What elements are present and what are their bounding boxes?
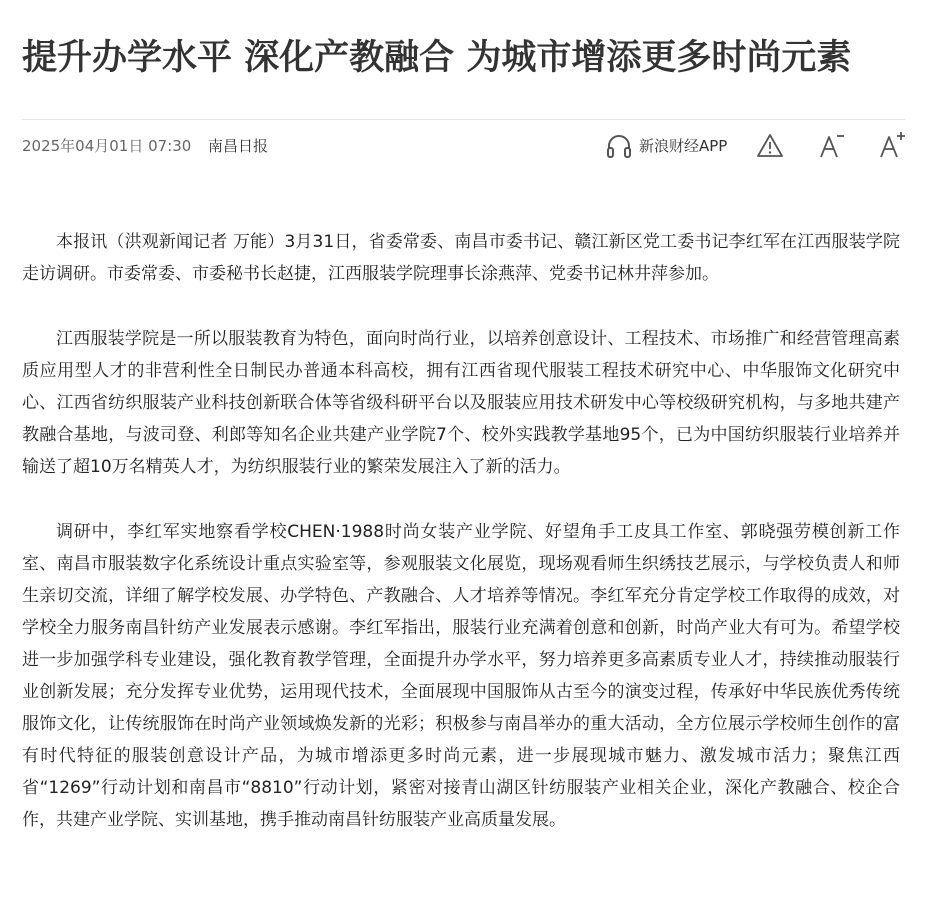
article-title: 提升办学水平 深化产教融合 为城市增添更多时尚元素 bbox=[22, 38, 852, 78]
article-body bbox=[22, 226, 900, 869]
publish-date: 2025年04月01日 07:30 bbox=[22, 137, 192, 155]
font-decrease-icon bbox=[819, 131, 847, 161]
paragraph: 江西服装学院是一所以服装教育为特色，面向时尚行业，以培养创意设计、工程技术、市场推广和经营管理高素质应用型人才的非营利性全日制民办普通本科高校，拥有江西省现代服装工程技术研究中心、中华服饰文化研究中心、江西省纺织服装产业科技创新联合体等省级科研平台以及服装应用技术研发中心等校级研究机构，与多地共建产教融合基地，与波司登、利郎等知名企业共建产业学院7个、校外实践教学基地95个，已为中国纺织服装行业培养并输送了超10万名精英人才，为纺织服装行业的繁荣发展注入了新的活力。 bbox=[22, 329, 900, 477]
paragraph: 调研中，李红军实地察看学校CHEN·1988时尚女装产业学院、好望角手工皮具工作室、郭晓强劳模创新工作室、南昌市服装数字化系统设计重点实验室等，参观服装文化展览，现场观看师生织绣技艺展示，与学校负责人和师生亲切交流，详细了解学校发展、办学特色、产教融合、人才培养等情况。李红军充分肯定学校工作取得的成效，对学校全力服务南昌针纺产业发展表示感谢。李红军指出，服装行业充满着创意和创新，时尚产业大有可为。希望学校进一步加强学科专业建设，强化教育教学管理，全面提升办学水平，努力培养更多高素质专业人才，持续推动服装行业创新发展；充分发挥专业优势，运用现代技术，全面展现中国服饰从古至今的演变过程，传承好中华民族优秀传统服饰文化，让传统服饰在时尚产业领域焕发新的光彩；积极参与南昌举办的重大活动，全方位展示学校师生创作的富有时代特征的服装创意设计产品，为城市增添更多时尚元素，进一步展现城市魅力、激发城市活力；聚焦江西省“1269”行动计划和南昌市“8810”行动计划，紧密对接青山湖区针纺服装产业相关企业，深化产教融合、校企合作，共建产业学院、实训基地，携手推动南昌针纺服装产业高质量发展。 bbox=[22, 522, 900, 830]
paragraph: 本报讯（洪观新闻记者 万能）3月31日，省委常委、南昌市委书记、赣江新区党工委书记李红军在江西服装学院走访调研。市委常委、市委秘书长赵捷，江西服装学院理事长涂燕萍、党委书记林井萍参加。 bbox=[22, 232, 900, 284]
article-meta bbox=[22, 126, 905, 166]
listen-app-label: 新浪财经APP bbox=[639, 137, 728, 155]
font-decrease-button[interactable] bbox=[817, 126, 847, 166]
listen-app-button[interactable] bbox=[605, 126, 745, 166]
article-source-link[interactable]: 南昌日报 bbox=[208, 137, 269, 155]
warning-triangle-icon bbox=[757, 133, 783, 159]
font-increase-icon bbox=[879, 131, 907, 161]
headphones-icon bbox=[605, 132, 633, 160]
title-divider bbox=[22, 119, 905, 120]
font-increase-button[interactable] bbox=[877, 126, 907, 166]
report-button[interactable] bbox=[755, 126, 785, 166]
